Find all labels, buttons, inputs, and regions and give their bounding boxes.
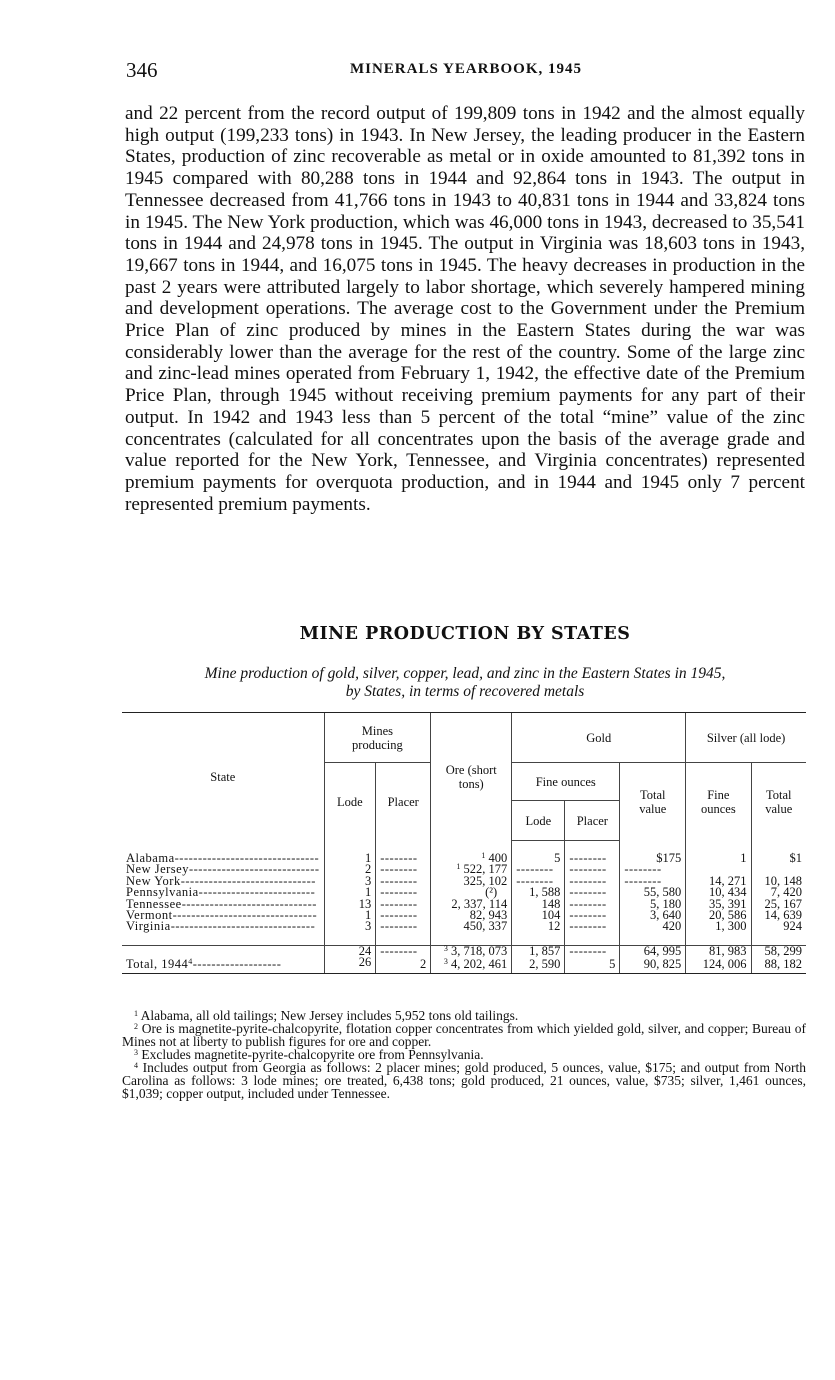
placer-cell: -------- (376, 887, 431, 898)
placer-cell: -------- (376, 945, 431, 957)
ore-cell: $^3$ 3, 718, 073 (431, 945, 512, 957)
silver-value-cell: 58, 299 (751, 945, 806, 957)
gold-placer-cell: -------- (565, 910, 620, 921)
ore-cell: 82, 943 (431, 910, 512, 921)
section-title: MINE PRODUCTION BY STATES (299, 624, 631, 644)
header-silver-total-value: Total value (751, 763, 806, 841)
total-label-cell: Total, 1944$^4$------------------- (122, 957, 324, 973)
header-fine-ounces: Fine ounces (512, 763, 620, 801)
header-silver-fine-ounces: Fine ounces (686, 763, 751, 841)
gold-placer-cell: -------- (565, 945, 620, 957)
page-number: 346 (126, 58, 158, 82)
lode-cell: 13 (324, 899, 376, 910)
silver-oz-cell: 10, 434 (686, 887, 751, 898)
state-cell: Alabama------------------------------- (126, 853, 320, 865)
footnote-1: $^1$ Alabama, all old tailings; New Jersey includes 5,952 tons old tailings. (134, 1008, 519, 1023)
state-cell: New York----------------------------- (126, 875, 316, 888)
footnote-3: $^3$ Excludes magnetite-pyrite-chalcopyrite ore from Pennsylvania. (134, 1047, 484, 1062)
ore-cell: $^1$ 522, 177 (431, 864, 512, 875)
gold-value-cell: 3, 640 (620, 910, 686, 921)
state-cell: New Jersey---------------------------- (126, 864, 320, 876)
state-cell: Virginia------------------------------- (126, 921, 316, 933)
gold-placer-cell: -------- (565, 876, 620, 887)
gold-lode-cell: 12 (512, 921, 565, 932)
placer-cell: -------- (376, 921, 431, 932)
header-gold-total-value: Total value (620, 763, 686, 841)
placer-cell: -------- (376, 853, 431, 864)
silver-value-cell: 14, 639 (751, 910, 806, 921)
gold-lode-cell: 5 (512, 853, 565, 864)
silver-oz-cell: 35, 391 (686, 899, 751, 910)
silver-oz-cell: 1 (686, 853, 751, 864)
gold-value-cell: 420 (620, 921, 686, 932)
mine-production-table (122, 712, 806, 974)
gold-placer-cell: -------- (565, 887, 620, 898)
gold-lode-cell: -------- (512, 864, 565, 875)
state-cell: Vermont------------------------------- (126, 910, 318, 922)
silver-value-cell: 10, 148 (751, 876, 806, 887)
ore-cell: 325, 102 (431, 876, 512, 887)
silver-oz-cell: 20, 586 (686, 910, 751, 921)
lode-cell: 1 (324, 910, 376, 921)
state-cell: Tennessee----------------------------- (126, 898, 317, 911)
silver-oz-cell: 14, 271 (686, 876, 751, 887)
total-row-1945 (122, 945, 806, 957)
gold-placer-cell: -------- (565, 853, 620, 864)
header-state: State (122, 713, 324, 841)
placer-cell: -------- (376, 899, 431, 910)
silver-oz-cell: 1, 300 (686, 921, 751, 932)
gold-lode-cell: 1, 857 (512, 945, 565, 957)
ore-cell: $^1$ 400 (431, 853, 512, 864)
table-row (122, 899, 806, 910)
footnotes (122, 1009, 806, 1100)
table-caption (125, 665, 805, 701)
state-cell: Pennsylvania------------------------- (126, 887, 316, 899)
gold-value-cell: 55, 580 (620, 887, 686, 898)
gold-value-cell: 5, 180 (620, 899, 686, 910)
gold-placer-cell: -------- (565, 921, 620, 932)
caption-line-1: Mine production of gold, silver, copper, lead, and zinc in the Eastern States in 1945, (204, 665, 726, 682)
silver-value-cell: $1 (751, 853, 806, 864)
lode-cell: 24 (324, 945, 376, 957)
placer-cell: -------- (376, 910, 431, 921)
ore-cell: 2, 337, 114 (431, 899, 512, 910)
gold-value-cell: 90, 825 (620, 957, 686, 973)
caption-line-2: by States, in terms of recovered metals (345, 683, 585, 700)
footnote-2: $^2$ Ore is magnetite-pyrite-chalcopyrite, flotation copper concentrates from which yielded gold, silver, and copper; Bureau of Mines not at liberty to publish figures for ore and copper. (122, 1021, 806, 1049)
total-row-1944 (122, 957, 806, 973)
silver-value-cell: 25, 167 (751, 899, 806, 910)
running-title: MINERALS YEARBOOK, 1945 (349, 61, 583, 77)
silver-value-cell: 924 (751, 921, 806, 932)
gold-value-cell: -------- (620, 864, 686, 875)
lode-cell: 3 (324, 921, 376, 932)
header-ore: Ore (short tons) (431, 713, 512, 841)
header-gold: Gold (512, 713, 686, 763)
placer-cell: -------- (376, 876, 431, 887)
gold-lode-cell: 104 (512, 910, 565, 921)
silver-value-cell: 88, 182 (751, 957, 806, 973)
gold-value-cell: -------- (620, 876, 686, 887)
ore-cell: $^3$ 4, 202, 461 (431, 957, 512, 973)
table-row (122, 921, 806, 932)
header-placer: Placer (376, 763, 431, 841)
silver-value-cell: 7, 420 (751, 887, 806, 898)
lode-cell: 1 (324, 887, 376, 898)
gold-placer-cell: -------- (565, 899, 620, 910)
footnote-4: $^4$ Includes output from Georgia as follows: 2 placer mines; gold produced, 5 ounces, value, $175; and output from North Carolina as follows: 3 lode mines; ore treated, 6,438 tons; gold produced, 21 ounces, value, $735; silver, 1,461 ounces, $1,039; copper output, included under Tennessee. (122, 1060, 807, 1101)
lode-cell: 3 (324, 876, 376, 887)
gold-value-cell: $175 (620, 853, 686, 864)
gold-lode-cell: 148 (512, 899, 565, 910)
total-label-cell (122, 945, 324, 957)
header-mines-producing: Mines producing (324, 713, 431, 763)
placer-cell: 2 (376, 957, 431, 973)
gold-lode-cell: 2, 590 (512, 957, 565, 973)
gold-placer-cell: -------- (565, 864, 620, 875)
header-gold-placer: Placer (565, 801, 620, 841)
header-lode: Lode (324, 763, 376, 841)
gold-placer-cell: 5 (565, 957, 620, 973)
placer-cell: -------- (376, 864, 431, 875)
ore-cell: 450, 337 (431, 921, 512, 932)
header-gold-lode: Lode (512, 801, 565, 841)
gold-value-cell: 64, 995 (620, 945, 686, 957)
body-paragraph: and 22 percent from the record output of 199,809 tons in 1942 and the almost equally high output (199,233 tons) in 1943. In New Jersey, the leading producer in the Eastern States, production of zinc recoverable as metal or in oxide amounted to 81,392 tons in 1945 compared with 80,288 tons in 1944 and 92,864 tons in 1943. The output in Tennessee decreased from 41,766 tons in 1943 to 40,831 tons in 1944 and 33,824 tons in 1945. The New York production, which was 46,000 tons in 1943, decreased to 35,541 tons in 1944 and 24,978 tons in 1945. The output in Virginia was 18,603 tons in 1943, 19,667 tons in 1944, and 16,075 tons in 1945. The heavy decreases in production in the past 2 years were attributed largely to labor shortage, which severely hampered mining and development operations. The average cost to the Government under the Premium Price Plan of zinc produced by mines in the Eastern States during the war was considerably lower than the average for the rest of the country. Some of the large zinc and zinc-lead mines operated from February 1, 1942, the effective date of the Premium Price Plan, through 1945 without receiving premium payments for any part of their output. In 1942 and 1943 less than 5 percent of the total “mine” value of the zinc concentrates (calculated for all concentrates upon the basis of the average grade and value reported for the New York, Tennessee, and Virginia concentrates) represented premium payments for overquota production, and in 1944 and 1945 only 7 percent represented premium payments. (125, 103, 805, 515)
header-silver: Silver (all lode) (686, 713, 806, 763)
lode-cell: 2 (324, 864, 376, 875)
lode-cell: 26 (324, 957, 376, 973)
lode-cell: 1 (324, 853, 376, 864)
gold-lode-cell: 1, 588 (512, 887, 565, 898)
table-row (122, 876, 806, 887)
gold-lode-cell: -------- (512, 876, 565, 887)
page-header (126, 58, 806, 84)
ore-cell: (²) (431, 887, 512, 898)
silver-oz-cell: 81, 983 (686, 945, 751, 957)
silver-oz-cell: 124, 006 (686, 957, 751, 973)
